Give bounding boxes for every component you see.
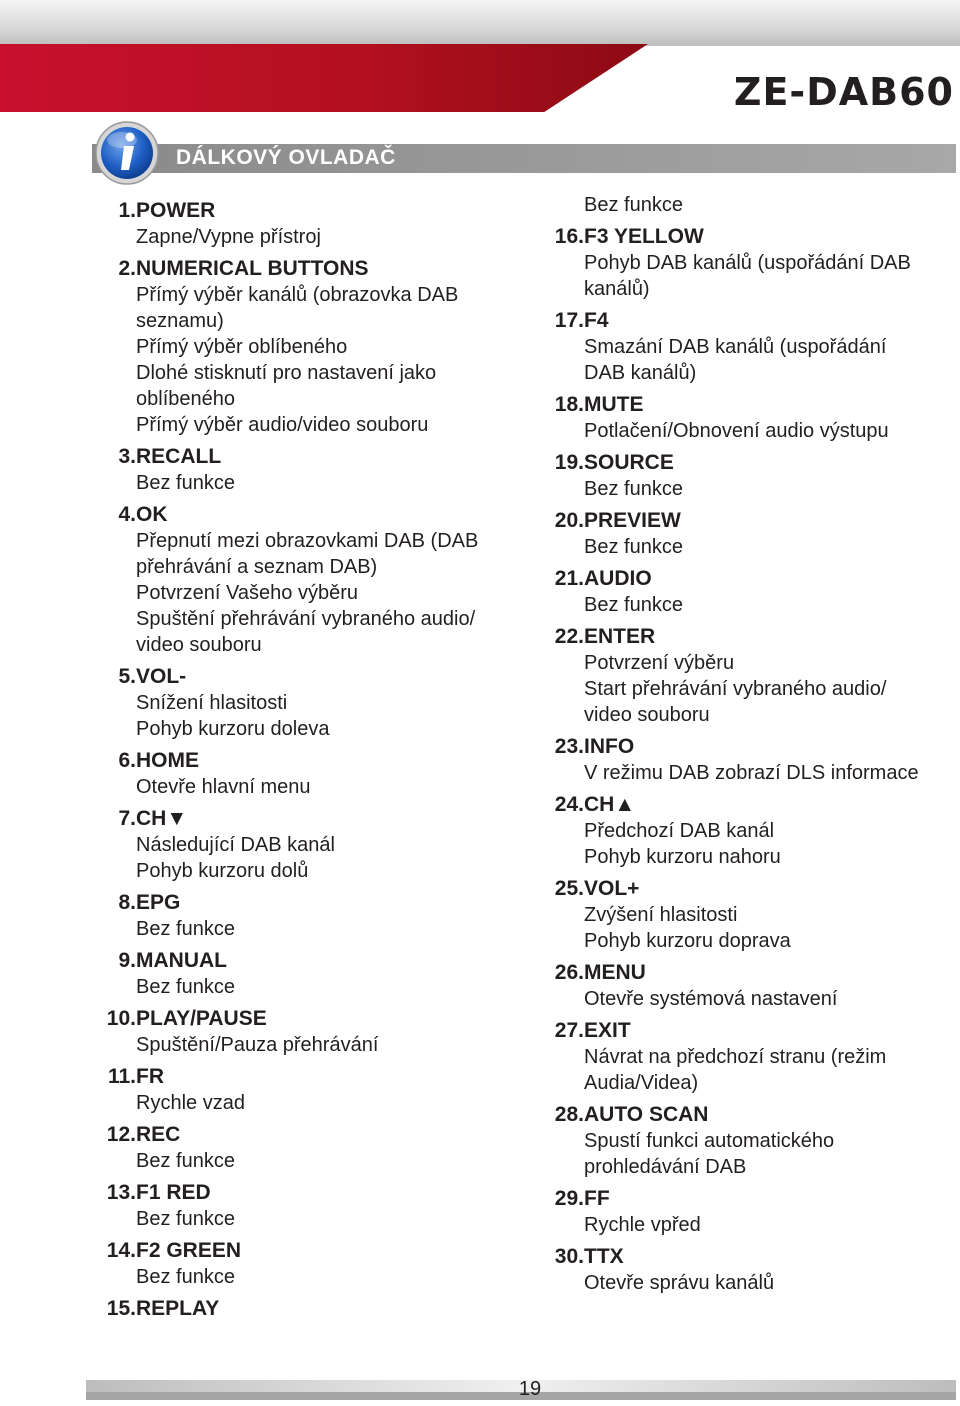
item-number: 9. (118, 949, 136, 972)
item-description: Předchozí DAB kanál (584, 820, 775, 842)
item-description: Zvýšení hlasitosti (584, 904, 738, 926)
item-description: Bez funkce (584, 536, 683, 558)
item-label: REPLAY (136, 1297, 220, 1320)
item-description: video souboru (136, 634, 262, 656)
item-heading (534, 624, 954, 650)
item-number: 17. (554, 309, 584, 332)
list-item (86, 1296, 516, 1322)
list-item (86, 1064, 516, 1116)
list-item (86, 748, 516, 800)
list-item (534, 224, 954, 302)
item-number: 4. (118, 503, 136, 526)
item-description: Audia/Videa) (584, 1072, 699, 1094)
item-heading (534, 1102, 954, 1128)
item-label: TTX (584, 1245, 624, 1268)
item-number: 21. (554, 567, 584, 590)
list-item (86, 444, 516, 496)
list-item (86, 664, 516, 742)
item-description: Zapne/Vypne přístroj (136, 226, 321, 248)
item-number: 20. (554, 509, 584, 532)
list-item (534, 1018, 954, 1096)
list-item (534, 1102, 954, 1180)
item-number: 29. (554, 1187, 584, 1210)
model-name: ZE-DAB60 (733, 70, 954, 114)
item-heading (534, 508, 954, 534)
item-label: CH▲ (584, 793, 636, 816)
list-item (86, 1122, 516, 1174)
item-number: 8. (118, 891, 136, 914)
item-description: Přepnutí mezi obrazovkami DAB (DAB (136, 530, 479, 552)
item-heading (534, 224, 954, 250)
item-label: POWER (136, 199, 216, 222)
item-description: Bez funkce (584, 594, 683, 616)
item-label: NUMERICAL BUTTONS (136, 257, 369, 280)
item-description: Bez funkce (136, 976, 235, 998)
item-description: Spuštění/Pauza přehrávání (136, 1034, 379, 1056)
list-item (534, 392, 954, 444)
item-number: 25. (554, 877, 584, 900)
item-label: EXIT (584, 1019, 631, 1042)
list-item (86, 948, 516, 1000)
item-heading (86, 256, 516, 282)
item-label: FF (584, 1187, 610, 1210)
item-heading (86, 1238, 516, 1264)
item-label: AUDIO (584, 567, 652, 590)
item-label: REC (136, 1123, 181, 1146)
right-column (534, 192, 954, 1296)
item-heading (86, 1064, 516, 1090)
item-number: 22. (554, 625, 584, 648)
item-description: Otevře hlavní menu (136, 776, 311, 798)
header-red-band (0, 44, 648, 112)
item-label: OK (136, 503, 168, 526)
item-description: přehrávání a seznam DAB) (136, 556, 378, 578)
item-description: oblíbeného (136, 388, 235, 410)
item-description: video souboru (584, 704, 710, 726)
item-label: INFO (584, 735, 635, 758)
item-description: Pohyb kurzoru dolů (136, 860, 309, 882)
left-column (86, 192, 516, 1322)
item-heading (534, 734, 954, 760)
item-heading (534, 392, 954, 418)
item-number: 10. (106, 1007, 136, 1030)
item-description: Bez funkce (584, 478, 683, 500)
item-number: 13. (106, 1181, 136, 1204)
list-item (534, 566, 954, 618)
item-description: Bez funkce (136, 1266, 235, 1288)
item-heading (86, 806, 516, 832)
item-label: MENU (584, 961, 646, 984)
item-label: VOL- (136, 665, 187, 688)
item-description: Potlačení/Obnovení audio výstupu (584, 420, 889, 442)
item-description: Snížení hlasitosti (136, 692, 288, 714)
item-description: Otevře správu kanálů (584, 1272, 775, 1294)
item-heading (534, 1186, 954, 1212)
list-item (534, 792, 954, 870)
item-label: MANUAL (136, 949, 227, 972)
list-item (86, 502, 516, 658)
item-description: Spuštění přehrávání vybraného audio/ (136, 608, 476, 630)
item-number: 15. (106, 1297, 136, 1320)
item-description: Návrat na předchozí stranu (režim (584, 1046, 887, 1068)
item-heading (86, 1122, 516, 1148)
item-number: 11. (107, 1065, 136, 1088)
item-description: kanálů) (584, 278, 650, 300)
header-gray-band (0, 0, 960, 46)
list-item (534, 960, 954, 1012)
item-heading (534, 1018, 954, 1044)
item-description: Bez funkce (136, 918, 235, 940)
item-heading (86, 502, 516, 528)
item-label: PLAY/PAUSE (136, 1007, 267, 1030)
list-item (86, 198, 516, 250)
item-label: F3 YELLOW (584, 225, 704, 248)
item-description: Bez funkce (136, 1208, 235, 1230)
item-heading (534, 792, 954, 818)
item-description: Pohyb kurzoru doleva (136, 718, 330, 740)
item-number: 28. (554, 1103, 584, 1126)
item-number: 5. (118, 665, 136, 688)
item-label: HOME (136, 749, 199, 772)
item-description: Bez funkce (136, 472, 235, 494)
item-description: Pohyb DAB kanálů (uspořádání DAB (584, 252, 911, 274)
item-heading (86, 444, 516, 470)
item-heading (86, 1180, 516, 1206)
item-number: 30. (554, 1245, 584, 1268)
item-number: 7. (118, 807, 136, 830)
item-heading (86, 1296, 516, 1322)
item-label: AUTO SCAN (584, 1103, 709, 1126)
continuation-text: Bez funkce (584, 194, 683, 216)
list-item (534, 876, 954, 954)
item-label: VOL+ (584, 877, 640, 900)
list-item (86, 256, 516, 438)
item-description: Potvrzení výběru (584, 652, 735, 674)
item-number: 18. (554, 393, 584, 416)
page-number: 19 (518, 1378, 542, 1400)
item-description: Otevře systémová nastavení (584, 988, 838, 1010)
item-number: 6. (118, 749, 136, 772)
list-item (534, 624, 954, 728)
item-heading (534, 308, 954, 334)
section-title: DÁLKOVÝ OVLADAČ (176, 146, 396, 169)
item-description: prohledávání DAB (584, 1156, 747, 1178)
item-number: 12. (106, 1123, 136, 1146)
item-description: Start přehrávání vybraného audio/ (584, 678, 887, 700)
item-label: MUTE (584, 393, 644, 416)
item-label: F4 (584, 309, 609, 332)
item-number: 14. (106, 1239, 136, 1262)
item-number: 16. (554, 225, 584, 248)
item-description: Přímý výběr audio/video souboru (136, 414, 429, 436)
list-item (534, 450, 954, 502)
item-heading (86, 948, 516, 974)
item-heading (534, 450, 954, 476)
item-number: 2. (118, 257, 136, 280)
item-heading (534, 876, 954, 902)
item-number: 24. (554, 793, 584, 816)
item-label: F2 GREEN (136, 1239, 242, 1262)
list-item (534, 1186, 954, 1238)
list-item (86, 1180, 516, 1232)
item-number: 1. (118, 199, 136, 222)
list-item (534, 308, 954, 386)
list-item (534, 734, 954, 786)
list-item (86, 1006, 516, 1058)
list-item (534, 1244, 954, 1296)
item-description: Dlohé stisknutí pro nastavení jako (136, 362, 437, 384)
item-number: 26. (554, 961, 584, 984)
item-description: Následující DAB kanál (136, 834, 335, 856)
item-label: PREVIEW (584, 509, 681, 532)
item-label: EPG (136, 891, 181, 914)
item-label: F1 RED (136, 1181, 211, 1204)
item-label: RECALL (136, 445, 222, 468)
item-heading (86, 748, 516, 774)
item-heading (534, 566, 954, 592)
item-description: Spustí funkci automatického (584, 1130, 835, 1152)
item-description: Pohyb kurzoru nahoru (584, 846, 781, 868)
item-label: FR (136, 1065, 164, 1088)
item-description: seznamu) (136, 310, 224, 332)
item-heading (534, 1244, 954, 1270)
item-description: Rychle vzad (136, 1092, 245, 1114)
item-label: CH▼ (136, 807, 188, 830)
item-label: SOURCE (584, 451, 674, 474)
item-description: DAB kanálů) (584, 362, 697, 384)
item-description: Rychle vpřed (584, 1214, 701, 1236)
item-description: V režimu DAB zobrazí DLS informace (584, 762, 919, 784)
list-item (86, 890, 516, 942)
item-description: Potvrzení Vašeho výběru (136, 582, 358, 604)
item-description: Pohyb kurzoru doprava (584, 930, 791, 952)
item-number: 27. (554, 1019, 584, 1042)
item-description: Bez funkce (136, 1150, 235, 1172)
item-description: Přímý výběr oblíbeného (136, 336, 348, 358)
info-icon (94, 120, 160, 186)
item-label: ENTER (584, 625, 656, 648)
item-description: Smazání DAB kanálů (uspořádání (584, 336, 887, 358)
item-number: 3. (118, 445, 136, 468)
item-heading (86, 1006, 516, 1032)
item-heading (86, 890, 516, 916)
item-heading (86, 664, 516, 690)
list-item (534, 508, 954, 560)
list-item (86, 806, 516, 884)
item-description: Přímý výběr kanálů (obrazovka DAB (136, 284, 459, 306)
list-item (86, 1238, 516, 1290)
item-number: 23. (554, 735, 584, 758)
item-heading (86, 198, 516, 224)
item-number: 19. (554, 451, 584, 474)
item-heading (534, 960, 954, 986)
